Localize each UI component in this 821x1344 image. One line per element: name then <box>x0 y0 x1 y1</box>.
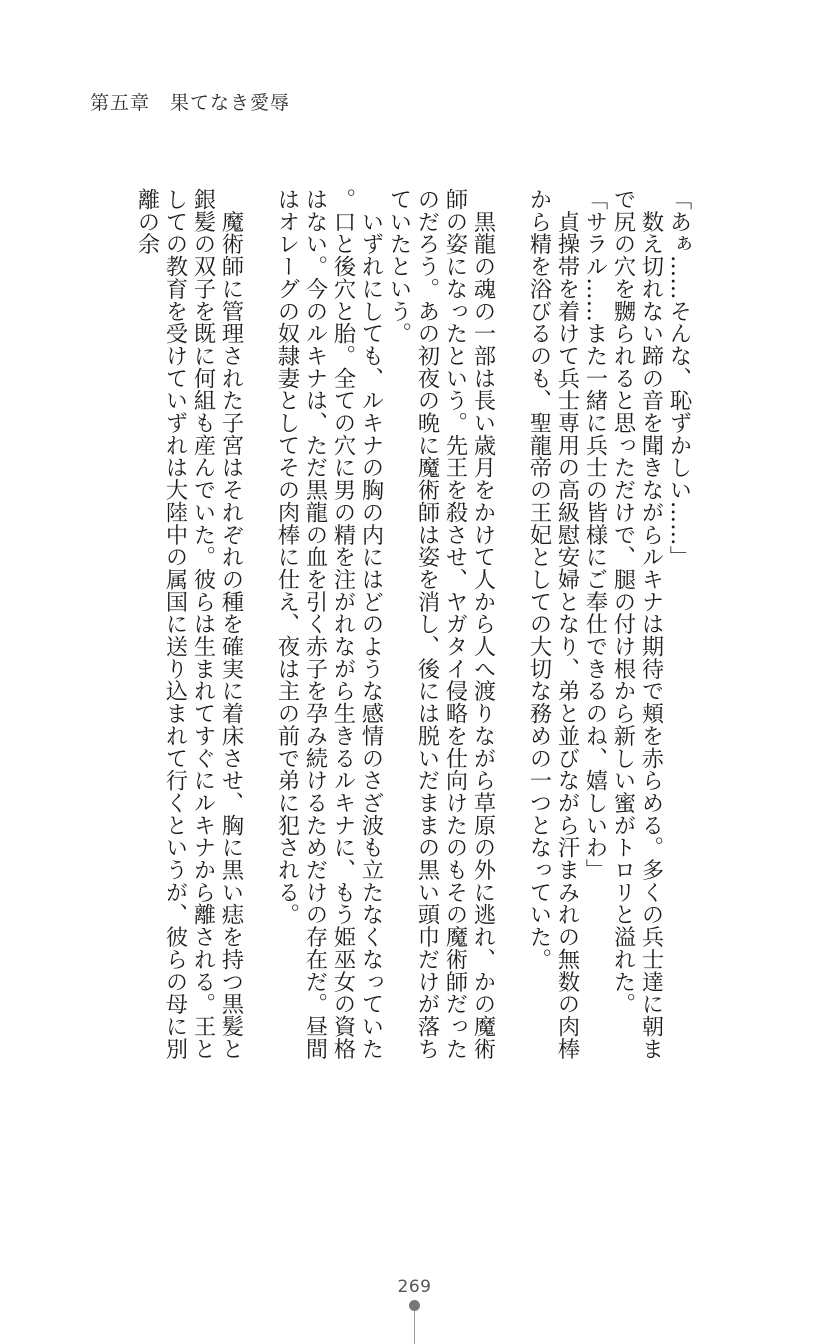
paragraph: 数え切れない蹄の音を聞きながらルキナは期待で頬を赤らめる。多くの兵士達に朝まで尻の穴を嬲られると思っただけで、腿の付け根から新しい蜜がトロリと溢れた。 <box>610 188 664 1060</box>
paragraph: 「サラル……また一緒に兵士の皆様にご奉仕できるのね、嬉しいわ」 <box>582 188 608 881</box>
body-text <box>133 188 693 1080</box>
page-number: 269 <box>397 1277 432 1297</box>
folio-line-ornament <box>414 1311 415 1344</box>
paragraph: 黒龍の魂の一部は長い歳月をかけて人から人へ渡りながら草原の外に逃れ、かの魔術師の姿になったという。先王を殺させ、ヤガタイ侵略を仕向けたのもその魔術師だったのだろう。あの初夜の晩に魔術師は姿を消し、後には脱いだままの黒い頭巾だけが落ちていたという。 <box>386 188 496 1060</box>
paragraph: いずれにしても、ルキナの胸の内にはどのような感情のさざ波も立たなくなっていた。口と後穴と胎。全ての穴に男の精を注がれながら生きるルキナに、もう姫巫女の資格はない。今のルキナは、ただ黒龍の血を引く赤子を孕み続けるためだけの存在だ。昼間はオレーグの奴隷妻としてその肉棒に仕え、夜は主の前で弟に犯される。 <box>274 188 384 1060</box>
folio-dot-ornament <box>409 1300 420 1311</box>
paragraph: 「あぁ……そんな、恥ずかしい……」 <box>666 188 692 568</box>
paragraph: 貞操帯を着けて兵士専用の高級慰安婦となり、弟と並びながら汗まみれの無数の肉棒から精を浴びるのも、聖龍帝の王妃としての大切な務めの一つとなっていた。 <box>526 188 580 1060</box>
paragraph: 魔術師に管理された子宮はそれぞれの種を確実に着床させ、胸に黒い痣を持つ黒髪と銀髪の双子を既に何組も産んでいた。彼らは生まれてすぐにルキナから離される。王としての教育を受けていずれは大陸中の属国に送り込まれて行くというが、彼らの母に別離の余 <box>134 188 244 1060</box>
running-head: 第五章 果てなき愛辱 <box>90 92 291 114</box>
